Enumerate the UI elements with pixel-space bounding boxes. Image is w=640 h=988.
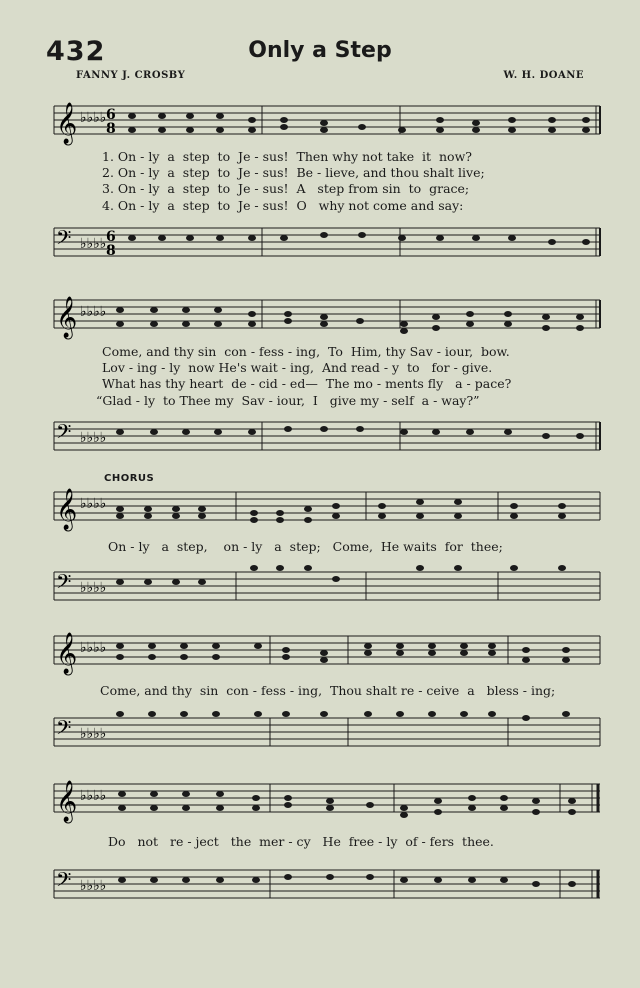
- svg-text:♭♭♭♭: ♭♭♭♭: [80, 304, 107, 320]
- svg-text:♭♭♭♭: ♭♭♭♭: [80, 878, 107, 894]
- chorus-lyrics-3: [46, 834, 606, 850]
- bass-staff-graphic: [40, 698, 606, 758]
- treble-staff-graphic: [40, 622, 606, 678]
- bass-staff-graphic: [40, 408, 606, 466]
- system-2-bass-staff: [40, 408, 606, 466]
- svg-text:♭♭♭♭: ♭♭♭♭: [80, 788, 107, 804]
- verse-line-2: 2. On - ly a step to Je - sus! Be - lieve, and thou shalt live;: [102, 165, 485, 181]
- verse-line-3: 3. On - ly a step to Je - sus! A step from sin to grace;: [102, 181, 470, 197]
- verses-block-2: [46, 344, 606, 409]
- svg-text:♭♭♭♭: ♭♭♭♭: [80, 580, 107, 596]
- bass-staff-graphic: [40, 214, 606, 274]
- verses-block-1: [46, 149, 606, 214]
- chorus-lyrics-2: [46, 683, 606, 699]
- bass-clef-icon: 𝄢: [56, 226, 72, 254]
- treble-clef-icon: 𝄞: [56, 781, 78, 822]
- chorus-2-bass-staff: [40, 698, 606, 758]
- treble-staff-graphic: [40, 286, 606, 342]
- bass-clef-icon: 𝄢: [56, 716, 72, 744]
- svg-text:♭♭♭♭: ♭♭♭♭: [80, 236, 107, 252]
- svg-text:6: 6: [106, 107, 116, 123]
- treble-clef-icon: 𝄞: [56, 489, 78, 530]
- treble-staff-graphic: [40, 92, 606, 148]
- lyricist-credit: FANNY J. CROSBY: [76, 70, 186, 81]
- svg-text:♭♭♭♭: ♭♭♭♭: [80, 496, 107, 512]
- chorus-line-1: On - ly a step, on - ly a step; Come, He waits for thee;: [108, 539, 503, 554]
- svg-text:♭♭♭♭: ♭♭♭♭: [80, 726, 107, 742]
- bass-clef-icon: 𝄢: [56, 868, 72, 896]
- bass-clef-icon: 𝄢: [56, 570, 72, 598]
- verse-line-3: What has thy heart de - cid - ed— The mo - ments fly a - pace?: [102, 376, 512, 392]
- chorus-line-2: Come, and thy sin con - fess - ing, Thou shalt re - ceive a bless - ing;: [100, 683, 556, 698]
- verse-line-4: 4. On - ly a step to Je - sus! O why not come and say:: [102, 197, 464, 213]
- treble-staff-graphic: [40, 768, 606, 828]
- treble-clef-icon: 𝄞: [56, 103, 78, 144]
- bass-staff-graphic: [40, 850, 606, 920]
- chorus-1-bass-staff: [40, 552, 606, 612]
- chorus-3-treble-staff: [40, 768, 606, 828]
- chorus-2-treble-staff: [40, 622, 606, 678]
- chorus-3-bass-staff: [40, 850, 606, 920]
- svg-text:♭♭♭♭: ♭♭♭♭: [80, 430, 107, 446]
- treble-clef-icon: 𝄞: [56, 633, 78, 674]
- bass-clef-icon: 𝄢: [56, 420, 72, 448]
- svg-text:8: 8: [106, 121, 116, 137]
- system-1-treble-staff: [40, 92, 606, 148]
- svg-text:8: 8: [106, 243, 116, 259]
- verse-line-4: “Glad - ly to Thee my Sav - iour, I give my - self a - way?”: [96, 392, 480, 408]
- svg-text:6: 6: [106, 229, 116, 245]
- svg-text:♭♭♭♭: ♭♭♭♭: [80, 110, 107, 126]
- hymn-number: 432: [46, 36, 106, 67]
- system-1-bass-staff: [40, 214, 606, 274]
- bass-staff-graphic: [40, 552, 606, 612]
- chorus-1-treble-staff: [40, 478, 606, 534]
- verse-line-1: 1. On - ly a step to Je - sus! Then why not take it now?: [102, 149, 472, 164]
- hymn-title: Only a Step: [248, 38, 392, 63]
- verse-line-1: Come, and thy sin con - fess - ing, To Him, thy Sav - iour, bow.: [102, 344, 510, 359]
- svg-text:♭♭♭♭: ♭♭♭♭: [80, 640, 107, 656]
- treble-clef-icon: 𝄞: [56, 297, 78, 338]
- system-2-treble-staff: [40, 286, 606, 342]
- composer-credit: W. H. DOANE: [503, 70, 584, 81]
- chorus-line-3: Do not re - ject the mer - cy He free - ly of - fers thee.: [108, 834, 494, 849]
- treble-staff-graphic: [40, 478, 606, 534]
- verse-line-2: Lov - ing - ly now He's wait - ing, And read - y to for - give.: [102, 360, 493, 376]
- chorus-label: CHORUS: [104, 473, 155, 484]
